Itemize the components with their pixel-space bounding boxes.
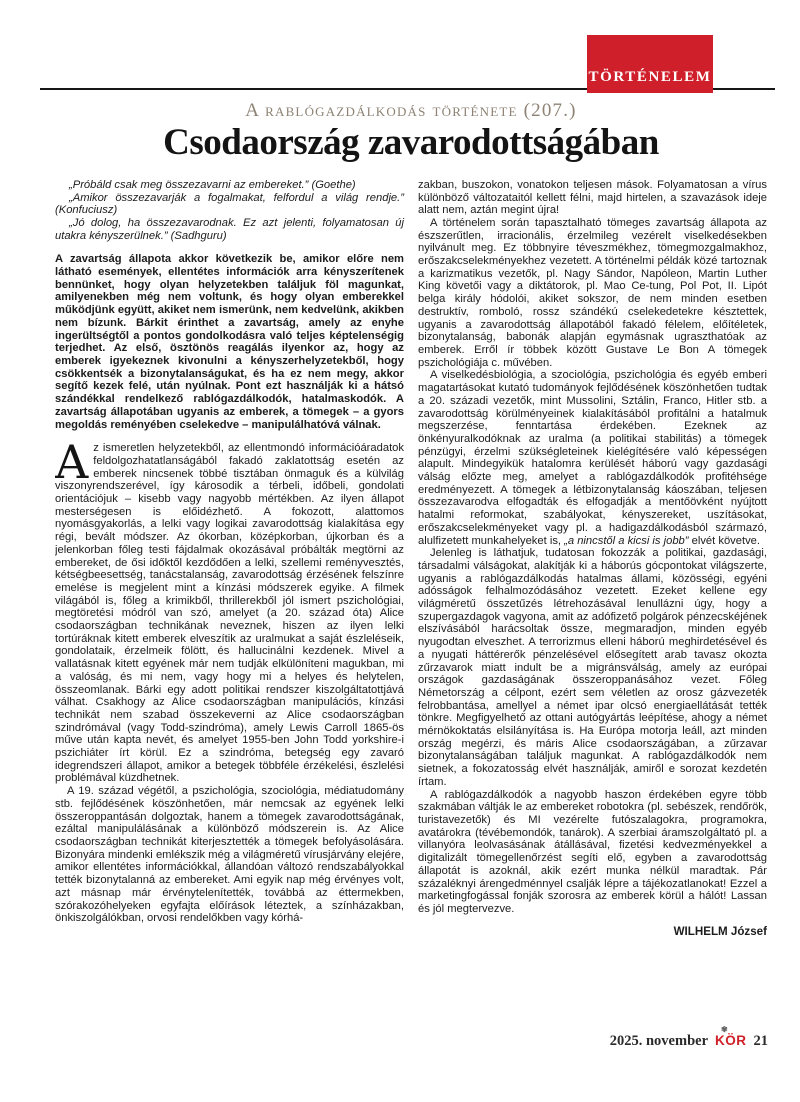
article-title: Csodaország zavarodottságában	[163, 122, 659, 163]
right-paragraph-1: zakban, buszokon, vonatokon teljesen mások. Folyamatosan a vírus különböző változataitól kellett félni, majd hirtelen, a szavazások ideje alatt nem, aztán megint újra!	[418, 178, 767, 217]
section-tab	[587, 35, 713, 93]
issue-date: 2025. november	[609, 1033, 708, 1049]
page-footer	[609, 1025, 768, 1050]
dropcap-paragraph-text: z ismeretlen helyzetekből, az ellentmondó információáradatok feldolgozhatatlanságából fakadó zaklatottság esetén az emberek nincsenek többé tisztában önmaguk és a külvilág viszonyrendszerével, így károsodik a térbeli, időbeli, gondolati orientációjuk – kisebb vagy nagyobb mértékben. Az ilyen állapot mesterségesen is előidézhető. A fokozott, alattomos nyomásgyakorlás, a lelki vagy logikai zavarodottság kialakítása egy régi, bevált módszer. Az ókorban, középkorban, újkorban és a jelenkorban főleg testi fájdalmak okozásával próbálták megtörni az embereket, de ősi időktől kezdődően a lelki, szellemi reményvesztés, kétségbeesettség, tanácstalanság, zavarodottság érzésének felszínre emelése is megjelent mint a kínzási módszerek egyike. A filmek világából is, főleg a krimikből, thrillerekből jól ismert pszichológiai, megtöretési módról van szó, amelyet (a 20. század óta) Alice csodaországban technikának neveznek, hiszen az ilyen lelki tortúráknak kitett emberek elveszítik az uralmukat a saját észleléseik, gondolataik, érzelmeik fölött, és hallucinálni kezdenek. Mivel a vallatásnak kitett egyének már nem tudják elkülöníteni magukban, mi a valóság, és mi nem, vagy hogy mi a helyes és helytelen, összeomlanak. Bárki egy adott politikai rendszer kiszolgáltatottjává válhat. Csakhogy az Alice csodaországban manipulációs, kínzási technikát nem szabad összekeverni az Alice csodaországban szindrómával (vagy Todd-szindróma), amely Lewis Carroll 1865-ös műve után kapta nevét, és amelyet 1955-ben John Todd yorkshire-i pszichiáter írt körül. Ez a szindróma, betegség egy zavaró idegrendszeri állapot, amikor a betegek többféle érzékelési, észlelési problémával küzdhetnek.	[55, 442, 404, 785]
left-paragraph-2: A 19. század végétől, a pszichológia, szociológia, médiatudomány stb. fejlődésének köszönhetően, már nemcsak az egyének lelki összeroppantásán dolgoztak, hanem a tömegek zavarodottságának, ezáltal manipulálásának a különböző módszerein is. Az Alice csodaországban technikát kiterjesztették a tömegek befolyásolására. Bizonyára mindenki emlékszik még a világméretű vírusjárvány elejére, amikor ellentétes információkkal, állandóan változó rendszabályokkal tették bizonytalanná az embereket. Ami egyik nap még érvényes volt, azt másnap már érvénytelenítették, továbbá az éttermekben, szórakozóhelyeken egyfajta előírások léteztek, a színházakban, önkiszolgálókban, orvosi rendelőkben vagy kórhá-	[55, 785, 404, 925]
logo-text: KÖR	[715, 1033, 747, 1048]
article-columns	[55, 179, 767, 1015]
series-title: A rablógazdálkodás története (207.)	[245, 100, 577, 121]
right-paragraph-3-end: elvét követve.	[688, 534, 761, 547]
quote-goethe: „Próbáld csak meg összezavarni az embereket.” (Goethe)	[69, 178, 356, 191]
kor-magazine-logo	[715, 1025, 747, 1048]
page-number: 21	[753, 1033, 768, 1049]
right-paragraph-3-start: A viselkedésbiológia, a szociológia, pszichológia és egyéb emberi magatartásokat kutató tudományok fejlődésének köszönhetően tudtak a 20. századi vezetők, mint Mussolini, Sztálin, Franco, Hitler stb. a zavarodottság körülményeinek kialakításából profitálni a hatalmuk megszerzése, fenntartása érdekében. Ezeknek az önkényuralkodóknak az uralma (a politikai stabilitás) a tömegek pénzügyi, érzelmi szükségleteinek kielégítésére való képességen alapult. Mindegyikük hatalomra kerülését háború vagy gazdasági válság előzte meg, amelyet a rablógazdálkodók profitéhsége eredményezett. A tömegek a létbizonytalanság káoszában, teljesen összezavarodva elfogadták és elfogadják a mentőövként nyújtott hatalmi reformokat, szabályokat, kényszereket, uszításokat, erőszakcselekményeket vagy pl. a hadigazdálkodásból származó, alulfizetett munkahelyeket is,	[418, 369, 767, 547]
dropcap-paragraph	[55, 435, 404, 785]
quote-konfuciusz: „Amikor összezavarják a fogalmakat, felfordul a világ rendje.” (Konfuciusz)	[55, 191, 404, 217]
right-paragraph-3	[418, 369, 767, 547]
proverb-phrase: „a nincstől a kicsi is jobb”	[564, 534, 689, 547]
column-right	[418, 179, 767, 1015]
logo-ornament-icon: ✾	[721, 1025, 728, 1034]
right-paragraph-4: Jelenleg is láthatjuk, tudatosan fokozzák a politikai, gazdasági, társadalmi válságokat, alakítják ki a háborús gócpontokat világszerte, ugyanis a rablógazdálkodás hatalmas állami, közösségi, egyéni adósságok felhalmozódásához vezetett. Ezeket kellene egy világméretű összetűzés létrehozásával lenullázni úgy, hogy a szupergazdagok vagyona, amit az adófizető polgárok pénzecskéjének elszívásából harácsoltak össze, megmaradjon, minden egyéb nyugodtan elveszhet. A terrorizmus elleni háború meghirdetésével és a nyugati háttérerők pénzelésével elősegített arab tavasz okozta zűrzavarok miatt indult be a migránsválság, amely az európai országok gazdaságának összeroppanásához vezet. Főleg Németország a célpont, ezért sem véletlen az orosz gázvezeték felrobbantása, amellyel a német ipar olcsó energiaellátását tették tönkre. Megfigyelhető az ottani autógyártás leépítése, ahogy a német mérnökoktatás elsilányítása is. Ha Európa motorja leáll, azt minden ország megérzi, és máris Alice csodaországában, a zűrzavar bizonytalanságában találjuk magunkat. A rablógazdálkodók nem sietnek, a fokozatosság elvét használják, amiről e sorozat kezdetén írtam.	[418, 547, 767, 788]
column-left	[55, 179, 404, 1015]
lead-paragraph: A zavartság állapota akkor következik be, amikor előre nem látható események, ellentétes információk arra kényszerítenek bennünket, hogy olyan helyzetekben találjuk föl magunkat, amilyenekben még nem voltunk, és hogy olyan emberekkel működjünk együtt, akiket nem ismerünk, nem kedvelünk, akikben nem bízunk. Bárkit érinthet a zavartság, amely az enyhe ingerültségtől a pontos gondolkodásra való teljes képtelenségig terjedhet. Az első, ösztönös reagálás ilyenkor az, hogy az emberek igyekeznek kivonulni a kényszerhelyzetekből, hogy csökkentsék a bizonytalanságukat, és ha ez nem megy, akkor segítő kezek felé, után nyúlnak. Pont ezt használják ki a hátsó szándékkal rendelkező rablógazdálkodók, hatalmaskodók. A zavartság állapotában ugyanis az emberek, a tömegek – a gyors megoldás reményében cselekedve – manipulálhatóvá válnak.	[55, 253, 404, 431]
author-byline: WILHELM József	[673, 924, 767, 938]
right-paragraph-2: A történelem során tapasztalható tömeges zavartság állapota az észszerűtlen, irracionális, érzelmileg vezérelt viselkedésekben nyilvánult meg. Ez többnyire téveszmékhez, tömegmozgalmakhoz, erőszakcselekményekhez vezetett. A történelmi példák közé tartoznak a karizmatikus vezetők, pl. Nagy Sándor, Napóleon, Martin Luther King követői vagy a diktátorok, pl. Mao Ce-tung, Pol Pot, II. Lipót belga király hódolói, akiket sokszor, de nem minden esetben destruktív, romboló, rossz szándékú cselekedetekre késztettek, ugyanis a zavarodottság állapotából fakadó félelem, előítéletek, bizonytalanság, babonák alapján egymásnak ugraszthatóak az emberek. Erről ír többek között Gustave Le Bon A tömegek pszichológiája c. művében.	[418, 216, 767, 369]
dropcap-letter: A	[55, 435, 89, 490]
quote-sadhguru: „Jó dolog, ha összezavarodnak. Ez azt jelenti, folyamatosan új utakra kényszerülnek.” (Sadhguru)	[55, 216, 404, 242]
article	[55, 100, 767, 1015]
section-label: TÖRTÉNELEM	[588, 69, 712, 85]
right-paragraph-5: A rablógazdálkodók a nagyobb haszon érdekében egyre több szakmában váltják le az embereket robotokra (pl. sebészek, rendőrök, turistavezetők) és MI vezérelte futószalagokra, programokra, avatárokra (tévébemondók, tanárok). A szerbiai áramszolgáltató pl. a villanyóra leolvasásának átállásával, fizetési kedvezményekkel a digitalizált tömegellenőrzést segíti elő, egyben a zavarodottság állapotát is azoknál, akik ezért munka nélkül maradtak. Pár százaléknyi árengedménnyel csalják lépre a tájékozatlanokat! Ezzel a marketingfogással fonják szorosra az emberek körül a hálót! Lassan és jól megtervezve.	[418, 788, 767, 915]
quotes-block	[55, 179, 404, 243]
